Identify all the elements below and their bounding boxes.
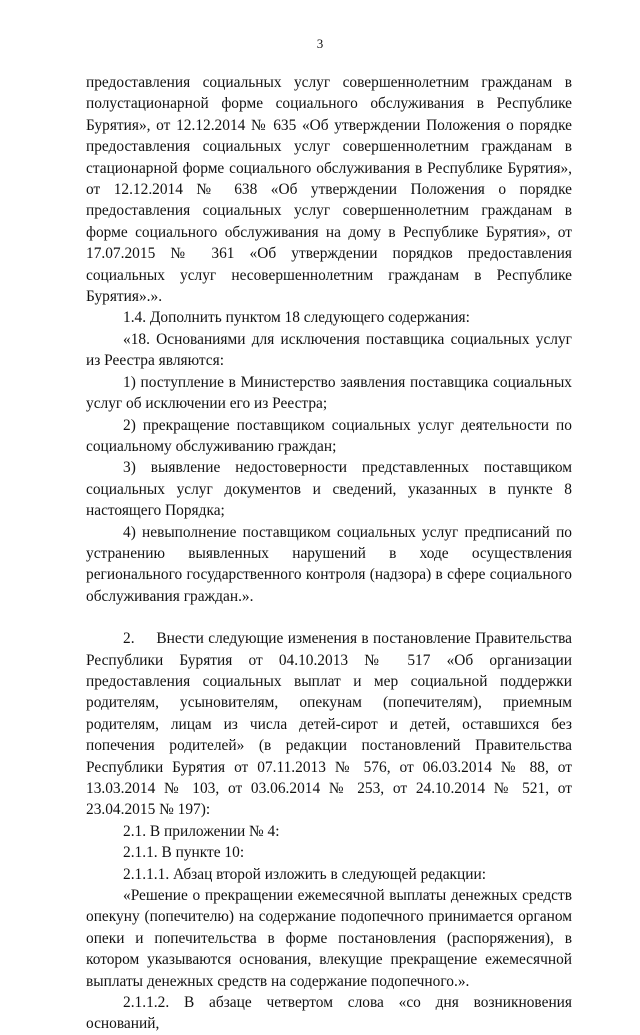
paragraph-item-2-1-1: 2.1.1. В пункте 10: xyxy=(123,844,245,862)
paragraph-subitem-2: 2) прекращение поставщиком социальных услуг деятельности по социальному обслуживанию граждан; xyxy=(86,416,572,455)
paragraph-item-2-1-1-1: 2.1.1.1. Абзац второй изложить в следующей редакции: xyxy=(123,865,487,883)
paragraph-item-2-1-1-2: 2.1.1.2. В абзаце четвертом слова «со дня возникновения оснований, xyxy=(86,994,572,1033)
paragraph-item-1-4: 1.4. Дополнить пунктом 18 следующего содержания: xyxy=(123,309,470,327)
paragraph-item-2: 2. Внести следующие изменения в постановление Правительства Республики Бурятия от 04.10.2013 № 517 «Об организации предоставления социальных выплат и мер социальной поддержки родителям, усыновителям, опекунам (попечителям), приемным родителям, лицам из числа детей-сирот и детей, оставшихся без попечения родителей» (в редакции постановлений Правительства Республики Бурятия от 07.11.2013 № 576, от 06.03.2014 № 88, от 13.03.2014 № 103, от 03.06.2014 № 253, от 24.10.2014 № 521, от 23.04.2015 № 197): xyxy=(86,630,576,819)
paragraph-subitem-3: 3) выявление недостоверности представленных поставщиком социальных услуг документов и сведений, указанных в пункте 8 настоящего Порядка; xyxy=(86,459,572,520)
paragraph-subitem-1: 1) поступление в Министерство заявления поставщика социальных услуг об исключении его из Реестра; xyxy=(86,373,572,413)
paragraph-continuation: предоставления социальных услуг совершеннолетним гражданам в полустационарной форме социального обслуживания в Республике Бурятия», от 12.12.2014 № 635 «Об утверждении Положения о порядке предоставления социальных услуг совершеннолетним гражданам в стационарной форме социального обслуживания в Республике Бурятия», от 12.12.2014 № 638 «Об утверждении Положения о порядке предоставления социальных услуг совершеннолетним гражданам в форме социального обслуживания на дому в Республике Бурятия», от 17.07.2015 № 361 «Об утверждении порядков предоставления социальных услуг несовершеннолетним гражданам в Республике Бурятия».». xyxy=(86,74,572,306)
paragraph-item-2-1: 2.1. В приложении № 4: xyxy=(123,822,280,840)
document-body xyxy=(86,72,576,1035)
page-number: 3 xyxy=(316,36,324,51)
paragraph-item-18: «18. Основаниями для исключения поставщика социальных услуг из Реестра являются: xyxy=(86,330,572,370)
paragraph-quoted-decision: «Решение о прекращении ежемесячной выплаты денежных средств опекуну (попечителю) на содержание подопечного принимается органом опеки и попечительства в форме постановления (распоряжения), в котором указываются основания, влекущие прекращение ежемесячной выплаты денежных средств на содержание подопечного.». xyxy=(86,887,572,990)
paragraph-subitem-4: 4) невыполнение поставщиком социальных услуг предписаний по устранению выявленных нарушений в ходе осуществления регионального государственного контроля (надзора) в сфере социального обслуживания граждан.». xyxy=(86,523,572,605)
